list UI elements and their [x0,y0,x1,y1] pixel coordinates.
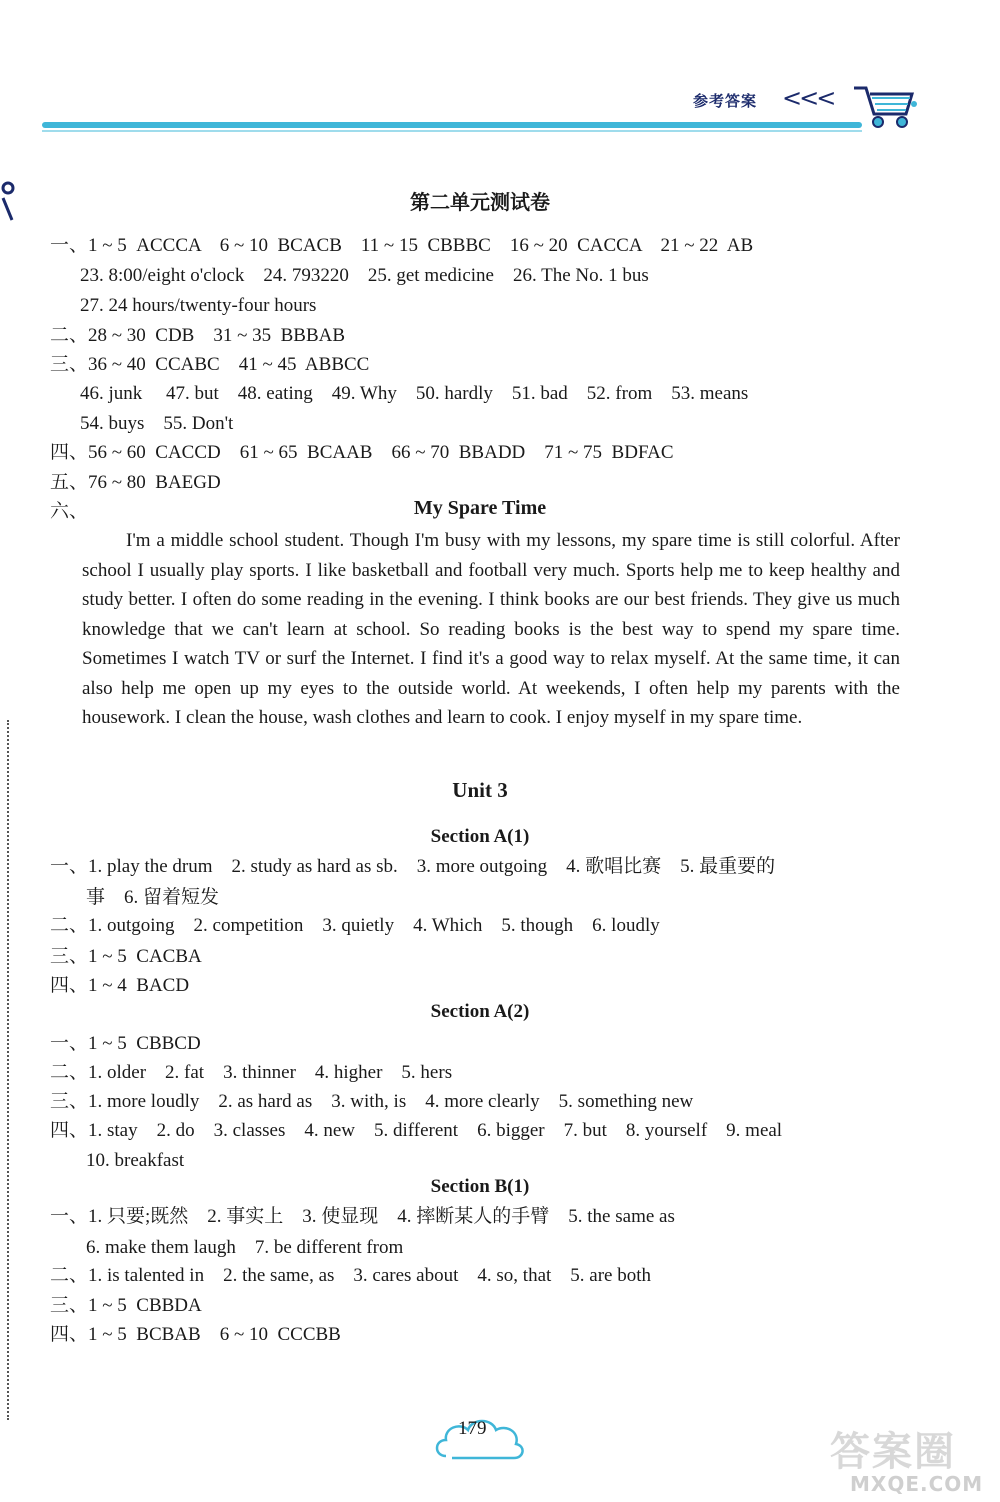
header-label: 参考答案 [693,92,758,110]
answer-line: 五、76 ~ 80 BAEGD [50,472,221,493]
header-rule [42,122,862,128]
page-number: 179 [458,1418,487,1439]
answer-line: 27. 24 hours/twenty-four hours [80,295,317,316]
shopping-cart-icon [848,80,920,132]
answer-line: 6. make them laugh 7. be different from [86,1237,404,1258]
section-title: Section A(2) [430,1001,530,1022]
answer-line: 四、1. stay 2. do 3. classes 4. new 5. different 6. bigger 7. but 8. yourself 9. meal [50,1120,783,1141]
answer-line: 二、1. is talented in 2. the same, as 3. cares about 4. so, that 5. are both [50,1265,652,1286]
essay-title: My Spare Time [413,497,547,519]
watermark-logo: 答案圈 [830,1429,956,1475]
watermark-url: MXQE.COM [850,1472,984,1496]
binding-dotted-line [7,720,9,1420]
answer-line: 三、1 ~ 5 CBBDA [50,1295,202,1316]
answer-line: 一、1. play the drum 2. study as hard as sb. 3. more outgoing 4. 歌唱比赛 5. 最重要的 [50,856,776,877]
section-title: Section A(1) [430,826,530,847]
essay-paragraph: I'm a middle school student. Though I'm busy with my lessons, my spare time is still colorful. After school I usually play sports. I like basketball and football very much. Sports help me to keep healthy and study better. I often do some reading in the evening. I think books are our best friends. They give us much knowledge that we can't learn at school. So reading books is the best way to spend my spare time. Sometimes I watch TV or surf the Internet. I find it's a good way to relax myself. At the same time, it can also help me open up my eyes to the outside world. At weekends, I often help my parents with the housework. I clean the house, wash clothes and learn to cook. I enjoy myself in my spare time. [82,530,900,728]
answer-line: 三、1. more loudly 2. as hard as 3. with, is 4. more clearly 5. something new [50,1091,694,1112]
header-rule-thin [42,130,862,132]
page-header [0,0,1000,140]
chevron-left-icon: <<< [782,84,834,112]
answer-line: 四、56 ~ 60 CACCD 61 ~ 65 BCAAB 66 ~ 70 BBADD 71 ~ 75 BDFAC [50,442,674,463]
answer-line: 三、36 ~ 40 CCABC 41 ~ 45 ABBCC [50,354,370,375]
answer-line: 四、1 ~ 5 BCBAB 6 ~ 10 CCCBB [50,1324,341,1345]
answer-line: 54. buys 55. Don't [80,413,234,434]
unit-test-title: 第二单元测试卷 [410,190,550,214]
answer-line: 二、1. older 2. fat 3. thinner 4. higher 5. hers [50,1062,453,1083]
answer-line: 10. breakfast [86,1150,185,1171]
answer-line: 三、1 ~ 5 CACBA [50,946,202,967]
answer-line: 一、1 ~ 5 ACCCA 6 ~ 10 BCACB 11 ~ 15 CBBBC 16 ~ 20 CACCA 21 ~ 22 AB [50,235,754,256]
answer-line: 二、28 ~ 30 CDB 31 ~ 35 BBBAB [50,325,346,346]
answer-line: 46. junk 47. but 48. eating 49. Why 50. hardly 51. bad 52. from 53. means [80,383,749,404]
answer-line: 23. 8:00/eight o'clock 24. 793220 25. get medicine 26. The No. 1 bus [80,265,649,286]
answer-line: 二、1. outgoing 2. competition 3. quietly 4. Which 5. though 6. loudly [50,915,660,936]
answer-line: 事 6. 留着短发 [86,887,220,908]
answer-line: 六、 [50,501,89,522]
section-title: Section B(1) [430,1176,530,1197]
unit3-title: Unit 3 [452,778,508,802]
answer-line: 四、1 ~ 4 BACD [50,975,190,996]
answer-line: 一、1. 只要;既然 2. 事实上 3. 使显现 4. 摔断某人的手臂 5. the same as [50,1206,675,1227]
answer-line: 一、1 ~ 5 CBBCD [50,1033,201,1054]
essay-body [82,526,900,733]
